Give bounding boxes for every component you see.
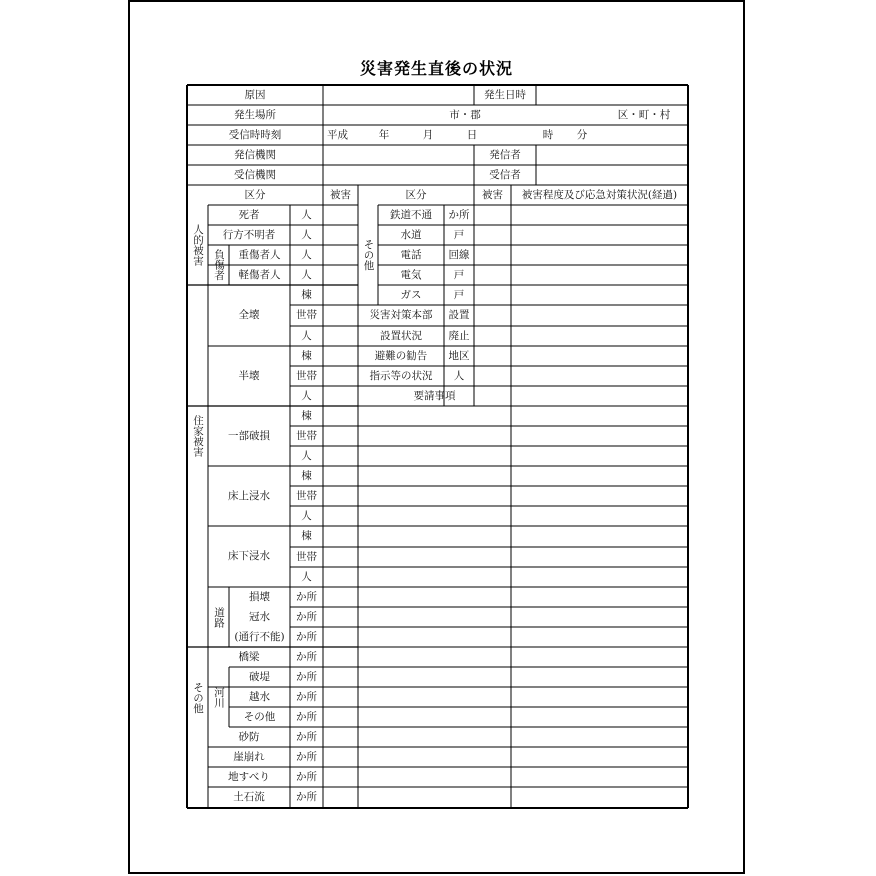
unit-location: か所: [296, 730, 317, 743]
unit-location: か所: [296, 650, 317, 663]
label-heisei: 平成: [327, 128, 348, 141]
label-city-county: 市・郡: [449, 108, 481, 121]
label-gas: ガス: [400, 288, 422, 301]
label-minute: 分: [576, 128, 588, 141]
unit-building: 棟: [301, 349, 312, 362]
label-day: 日: [466, 128, 478, 141]
label-debris-flow: 土石流: [233, 791, 265, 804]
unit-location: か所: [296, 670, 317, 683]
unit-location: か所: [296, 630, 317, 643]
label-ward-town-village: 区・町・村: [617, 108, 671, 121]
group-housing-damage: 住家被害: [192, 415, 205, 457]
label-injured: 負傷者: [213, 249, 226, 281]
unit-person: 人: [301, 329, 312, 342]
unit-person: 人: [301, 449, 312, 462]
group-other-right: その他: [362, 239, 375, 271]
unit-location: か所: [296, 791, 317, 804]
label-below-floor-flood: 床下浸水: [228, 550, 270, 563]
unit-person: 人: [301, 509, 312, 522]
unit-location: か所: [296, 750, 317, 763]
label-water: 水道: [400, 228, 422, 241]
column-header-damage-2: 被害: [482, 188, 503, 201]
unit-person: 人: [301, 389, 312, 402]
unit-household: 世帯: [296, 429, 317, 442]
label-railway-outage: 鉄道不通: [390, 208, 432, 221]
label-requests: 要請事項: [413, 389, 456, 402]
label-river: 河川: [213, 686, 226, 708]
label-telephone: 電話: [400, 248, 422, 261]
label-sender: 発信者: [489, 148, 521, 161]
column-header-damage-extent: 被害程度及び応急対策状況(経過): [521, 188, 678, 201]
label-occurrence-datetime: 発生日時: [484, 88, 526, 101]
label-disaster-hq-unit: 設置: [448, 309, 470, 322]
label-total-collapse: 全壊: [238, 309, 260, 322]
label-electricity: 電気: [400, 268, 422, 281]
label-electricity-unit: 戸: [453, 268, 465, 281]
label-receiver: 受信者: [489, 168, 521, 181]
unit-building: 棟: [301, 409, 312, 422]
unit-person: 人: [301, 208, 312, 221]
label-missing: 行方不明者: [222, 228, 276, 241]
label-half-collapse: 半壊: [238, 369, 260, 382]
label-hour: 時: [542, 128, 554, 141]
label-year: 年: [378, 128, 390, 141]
label-dead: 死者: [238, 208, 260, 221]
group-human-damage: 人的被害: [192, 224, 205, 266]
label-seriously-injured: 重傷者人: [238, 248, 281, 261]
page-title: 災害発生直後の状況: [359, 59, 513, 78]
label-cliff-collapse: 崖崩れ: [233, 750, 265, 763]
unit-location: か所: [296, 710, 317, 723]
label-directive-status: 指示等の状況: [369, 369, 433, 382]
unit-person: 人: [301, 570, 312, 583]
label-sending-agency: 発信機関: [234, 148, 276, 161]
label-erosion-control: 砂防: [238, 730, 260, 743]
unit-household: 世帯: [296, 369, 317, 382]
label-bridge: 橋梁: [238, 650, 260, 663]
label-above-floor-flood: 床上浸水: [228, 489, 270, 502]
label-evacuation-advisory-unit: 地区: [448, 349, 470, 362]
column-header-category: 区分: [244, 188, 266, 201]
label-cause: 原因: [244, 88, 266, 101]
label-water-unit: 戸: [453, 228, 465, 241]
unit-person: 人: [301, 268, 312, 281]
label-occurrence-place: 発生場所: [234, 108, 276, 121]
unit-household: 世帯: [296, 309, 317, 322]
label-directive-status-unit: 人: [453, 369, 465, 382]
label-setup-status: 設置状況: [380, 329, 422, 342]
label-setup-status-unit: 廃止: [448, 329, 470, 342]
label-railway-outage-unit: か所: [448, 208, 470, 221]
unit-building: 棟: [301, 530, 312, 543]
unit-person: 人: [301, 228, 312, 241]
label-receiving-agency: 受信機関: [234, 168, 276, 181]
label-road: 道路: [213, 606, 226, 628]
unit-location: か所: [296, 690, 317, 703]
unit-household: 世帯: [296, 489, 317, 502]
label-submerged: 冠水: [249, 610, 270, 623]
unit-building: 棟: [301, 469, 312, 482]
label-received-time: 受信時時刻: [228, 128, 282, 141]
label-damage: 損壊: [249, 590, 270, 603]
unit-location: か所: [296, 610, 317, 623]
label-partial-damage: 一部破損: [228, 429, 270, 442]
label-levee-breach: 破堤: [249, 670, 270, 683]
label-landslide: 地すべり: [228, 770, 270, 783]
group-other-left: その他: [192, 681, 205, 714]
label-telephone-unit: 回線: [448, 248, 470, 261]
column-header-category-2: 区分: [405, 188, 427, 201]
label-other: その他: [243, 710, 276, 723]
unit-household: 世帯: [296, 550, 317, 563]
label-month: 月: [422, 128, 434, 141]
unit-location: か所: [296, 770, 317, 783]
unit-building: 棟: [301, 288, 312, 301]
column-header-damage: 被害: [330, 188, 351, 201]
label-overflow: 越水: [249, 690, 270, 703]
label-slightly-injured: 軽傷者人: [238, 268, 281, 281]
label-gas-unit: 戸: [453, 288, 465, 301]
label-evacuation-advisory: 避難の勧告: [374, 349, 428, 362]
unit-location: か所: [296, 590, 317, 603]
label-disaster-hq: 災害対策本部: [369, 309, 433, 322]
label-impassable: (通行不能): [234, 630, 285, 643]
unit-person: 人: [301, 248, 312, 261]
